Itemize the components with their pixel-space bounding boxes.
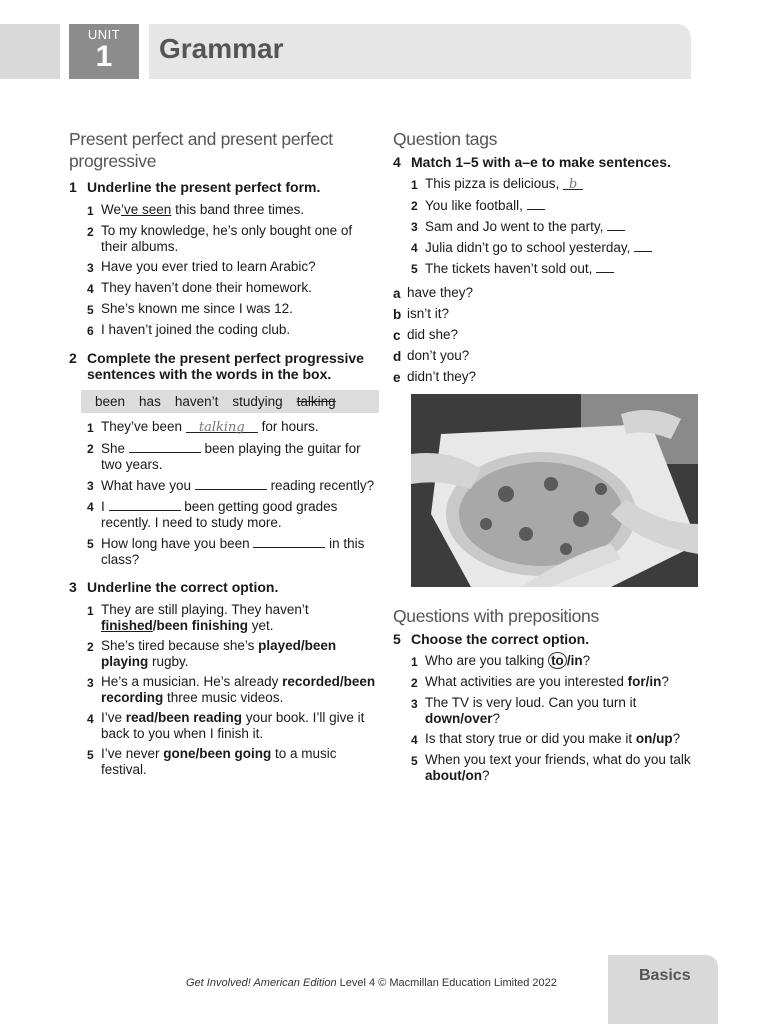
- item-text: ?: [672, 731, 681, 746]
- basics-label: Basics: [639, 967, 691, 984]
- option[interactable]: about/on: [425, 768, 482, 783]
- item-number: 1: [87, 421, 94, 435]
- item-text: I: [101, 499, 109, 514]
- exercise-4-heading: [393, 154, 703, 170]
- right-column: [393, 128, 703, 386]
- item-text: yet.: [248, 618, 274, 633]
- word-box-item: has: [139, 394, 161, 409]
- list-item: [411, 731, 708, 748]
- option-letter: c: [393, 328, 401, 343]
- item-number: 3: [87, 479, 94, 493]
- item-text: ?: [482, 768, 490, 783]
- item-number: 6: [87, 324, 94, 338]
- exercise-5-heading: [393, 631, 708, 647]
- item-number: 3: [411, 697, 418, 711]
- title-bar: [149, 24, 691, 79]
- pizza-photo: [411, 394, 698, 587]
- exercise-instruction: Complete the present perfect progressive sentences with the words in the box.: [87, 350, 364, 382]
- exercise-1-heading: [69, 179, 379, 195]
- option-letter: a: [393, 286, 401, 301]
- exercise-4-options: [393, 285, 703, 386]
- list-item: [87, 259, 379, 276]
- word-box-item: been: [95, 394, 126, 409]
- exercise-number: 1: [69, 179, 77, 195]
- item-text: I’ve: [101, 710, 126, 725]
- exercise-number: 2: [69, 350, 77, 366]
- answer-blank[interactable]: [253, 535, 325, 548]
- list-item: [411, 653, 708, 670]
- item-text: ?: [582, 653, 591, 668]
- item-text: What have you: [101, 478, 195, 493]
- list-item: [87, 440, 379, 473]
- item-text: They are still playing. They haven’t: [101, 602, 309, 617]
- answer-blank[interactable]: [596, 260, 614, 273]
- item-text: three music videos.: [163, 690, 284, 705]
- option[interactable]: gone/been going: [163, 746, 272, 761]
- item-number: 2: [87, 640, 94, 654]
- exercise-2-heading: [69, 350, 379, 382]
- item-text: She’s tired because she’s: [101, 638, 259, 653]
- unit-label: UNIT: [87, 27, 121, 42]
- item-text: I haven’t joined the coding club.: [101, 322, 291, 337]
- item-number: 3: [87, 261, 94, 275]
- basics-tab: [608, 955, 718, 1024]
- exercise-3-items: [87, 602, 379, 778]
- option-item: [393, 327, 703, 344]
- list-item: [87, 535, 379, 568]
- unit-badge: [69, 24, 139, 79]
- item-number: 1: [87, 604, 94, 618]
- exercise-instruction: Match 1–5 with a–e to make sentences.: [411, 154, 671, 170]
- section-title-question-tags: Question tags: [393, 129, 498, 149]
- list-item: [411, 197, 703, 214]
- option[interactable]: on/up: [635, 731, 673, 746]
- option[interactable]: /been finishing: [152, 618, 249, 633]
- prepositions-section: [393, 605, 708, 784]
- answer-blank[interactable]: [634, 239, 652, 252]
- option-text: didn’t they?: [407, 369, 477, 384]
- item-text: The tickets haven’t sold out,: [425, 261, 597, 276]
- item-number: 4: [87, 500, 94, 514]
- footer-copyright-text: Level 4 © Macmillan Education Limited 2022: [336, 977, 557, 989]
- pizza-photo-illustration: [411, 394, 698, 587]
- list-item: [87, 419, 379, 436]
- option-text: have they?: [407, 285, 474, 300]
- option-letter: e: [393, 370, 401, 385]
- list-item: [411, 218, 703, 235]
- item-text: rugby.: [148, 654, 189, 669]
- section-title-prepositions: Questions with prepositions: [393, 606, 599, 626]
- item-number: 4: [411, 733, 418, 747]
- item-text: They’ve been: [101, 419, 186, 434]
- item-text: Sam and Jo went to the party,: [425, 219, 608, 234]
- answer-blank[interactable]: [109, 498, 181, 511]
- item-text: in this class?: [101, 536, 365, 567]
- item-number: 4: [87, 282, 94, 296]
- item-number: 3: [411, 220, 418, 234]
- option-item: [393, 306, 703, 323]
- item-text: Julia didn’t go to school yesterday,: [425, 240, 635, 255]
- exercise-instruction: Choose the correct option.: [411, 631, 590, 647]
- item-number: 1: [411, 178, 418, 192]
- item-number: 4: [87, 712, 94, 726]
- exercise-3-heading: [69, 579, 379, 595]
- item-number: 5: [411, 754, 418, 768]
- unit-number: 1: [95, 40, 113, 73]
- answer-blank[interactable]: [607, 218, 625, 231]
- underlined-answer: ’ve seen: [121, 202, 172, 217]
- item-number: 2: [411, 676, 418, 690]
- exercise-number: 3: [69, 579, 77, 595]
- item-text: We: [101, 202, 122, 217]
- item-text: ?: [492, 711, 501, 726]
- item-text: She: [101, 441, 129, 456]
- option-item: [393, 369, 703, 386]
- option[interactable]: /in: [566, 653, 583, 668]
- list-item: [87, 746, 379, 778]
- list-item: [87, 674, 379, 706]
- answer-blank-filled[interactable]: talking: [186, 420, 258, 433]
- item-number: 4: [411, 241, 418, 255]
- left-edge-tab: [0, 24, 60, 79]
- option-circled[interactable]: to: [548, 652, 567, 669]
- exercise-1-items: [87, 202, 379, 339]
- exercise-number: 5: [393, 631, 401, 647]
- exercise-instruction: Underline the correct option.: [87, 579, 279, 595]
- item-text: To my knowledge, he’s only bought one of their albums.: [101, 223, 353, 254]
- option[interactable]: down/over: [425, 711, 493, 726]
- option-letter: d: [393, 349, 402, 364]
- item-text: You like football,: [425, 198, 527, 213]
- item-number: 1: [411, 655, 418, 669]
- item-number: 5: [411, 262, 418, 276]
- option[interactable]: played/been playing: [101, 638, 337, 669]
- item-text: How long have you been: [101, 536, 254, 551]
- list-item: [87, 638, 379, 670]
- footer-copyright: [186, 977, 557, 989]
- list-item: [87, 322, 379, 339]
- word-box: [81, 390, 379, 413]
- item-number: 2: [87, 442, 94, 456]
- list-item: [411, 239, 703, 256]
- list-item: [411, 695, 708, 727]
- footer-book-title: Get Involved! American Edition: [186, 977, 337, 989]
- option-item: [393, 285, 703, 302]
- option[interactable]: read/been reading: [125, 710, 243, 725]
- item-text: She’s known me since I was 12.: [101, 301, 293, 316]
- list-item: [411, 674, 708, 691]
- item-number: 3: [87, 676, 94, 690]
- page-title: Grammar: [159, 33, 284, 64]
- item-text: for hours.: [257, 419, 319, 434]
- option-underlined[interactable]: finished: [101, 618, 153, 633]
- item-text: They haven’t done their homework.: [101, 280, 312, 295]
- item-text: this band three times.: [171, 202, 305, 217]
- exercise-number: 4: [393, 154, 401, 170]
- item-text: to a music festival.: [101, 746, 337, 777]
- exercise-4-items: [411, 176, 703, 277]
- item-number: 2: [87, 225, 94, 239]
- item-text: When you text your friends, what do you talk: [425, 752, 691, 767]
- item-text: ?: [661, 674, 669, 689]
- item-text: Who are you talking: [425, 653, 549, 668]
- item-text: I’ve never: [101, 746, 164, 761]
- word-box-item-crossed: talking: [296, 394, 336, 409]
- item-number: 1: [87, 204, 94, 218]
- list-item: [87, 710, 379, 742]
- option-text: isn’t it?: [407, 306, 450, 321]
- list-item: [87, 301, 379, 318]
- section-title-present-perfect: Present perfect and present perfect progressive: [69, 129, 333, 171]
- answer-blank[interactable]: [527, 197, 545, 210]
- item-text: He’s a musician. He’s already: [101, 674, 283, 689]
- item-number: 5: [87, 537, 94, 551]
- item-number: 5: [87, 748, 94, 762]
- list-item: [411, 752, 708, 784]
- answer-blank[interactable]: [195, 477, 267, 490]
- option[interactable]: recorded/been recording: [101, 674, 376, 705]
- list-item: [87, 223, 379, 255]
- item-text: Have you ever tried to learn Arabic?: [101, 259, 316, 274]
- list-item: [87, 202, 379, 219]
- item-text: Is that story true or did you make it: [425, 731, 636, 746]
- word-box-item: haven’t: [174, 394, 219, 409]
- answer-blank[interactable]: [129, 440, 201, 453]
- item-text: This pizza is delicious,: [425, 176, 564, 191]
- left-column: [69, 128, 379, 778]
- item-text: your book. I’ll give it back to you when I finish it.: [101, 710, 365, 741]
- list-item: [87, 602, 379, 634]
- item-number: 2: [411, 199, 418, 213]
- exercise-2-items: [87, 419, 379, 568]
- list-item: [87, 498, 379, 531]
- list-item: [87, 477, 379, 494]
- item-text: been playing the guitar for two years.: [101, 441, 361, 472]
- word-box-item: studying: [232, 394, 283, 409]
- item-text: The TV is very loud. Can you turn it: [425, 695, 637, 710]
- item-text: been getting good grades recently. I need to study more.: [101, 499, 338, 530]
- item-text: What activities are you interested: [425, 674, 628, 689]
- option-text: don’t you?: [407, 348, 470, 363]
- answer-blank-filled[interactable]: b: [563, 177, 583, 190]
- list-item: [87, 280, 379, 297]
- list-item: [411, 176, 703, 193]
- option-text: did she?: [407, 327, 459, 342]
- option-item: [393, 348, 703, 365]
- item-number: 5: [87, 303, 94, 317]
- option-letter: b: [393, 307, 402, 322]
- exercise-instruction: Underline the present perfect form.: [87, 179, 321, 195]
- list-item: [411, 260, 703, 277]
- exercise-5-items: [411, 653, 708, 784]
- option[interactable]: for/in: [627, 674, 662, 689]
- item-text: reading recently?: [266, 478, 375, 493]
